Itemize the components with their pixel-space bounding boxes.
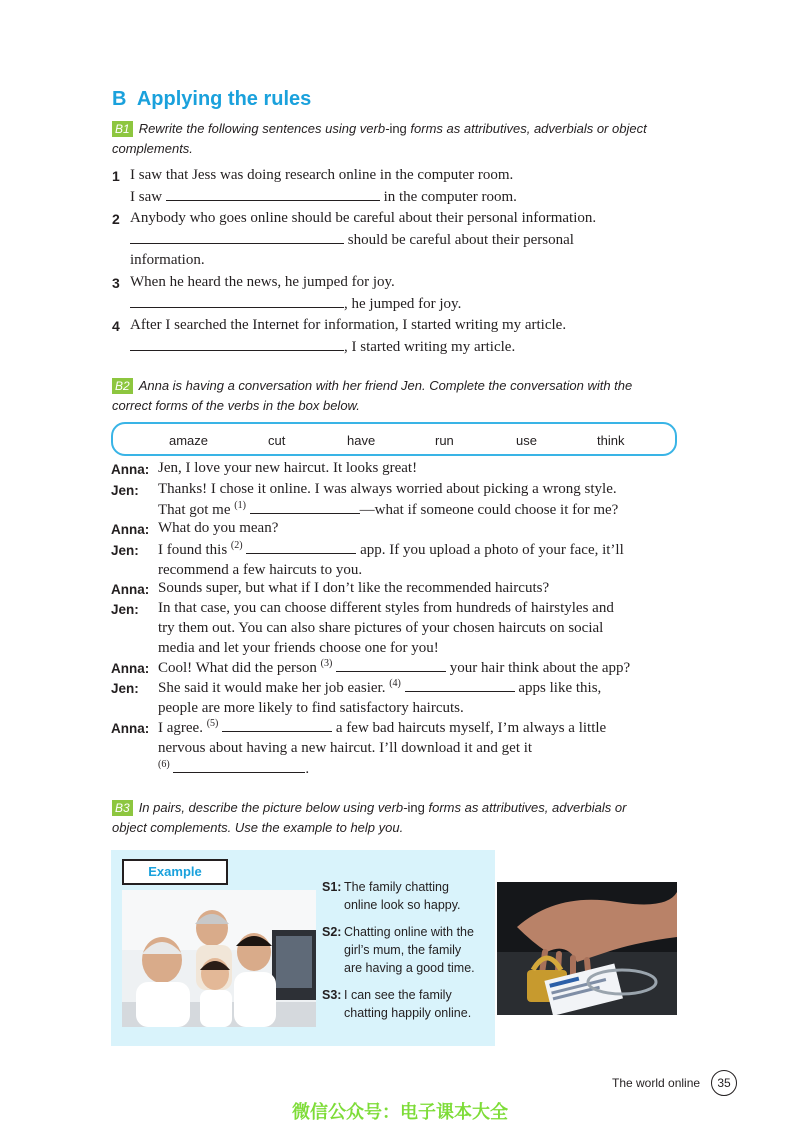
- answer-blank[interactable]: [222, 717, 332, 732]
- answer-blank[interactable]: [405, 677, 515, 692]
- speaker-label: Anna:: [111, 462, 150, 477]
- answer-blank[interactable]: [166, 186, 380, 201]
- word-item: cut: [268, 433, 286, 448]
- answer-blank[interactable]: [173, 758, 305, 773]
- answer-blank[interactable]: [130, 229, 344, 244]
- section-letter: B: [112, 88, 127, 110]
- example-speaker: S1:: [322, 880, 342, 894]
- speaker-label: Anna:: [111, 582, 150, 597]
- footer-unit-title: The world online: [612, 1076, 701, 1090]
- speaker-label: Jen:: [111, 602, 139, 617]
- speaker-label: Anna:: [111, 661, 150, 676]
- section-title: [112, 88, 311, 111]
- answer-blank[interactable]: [246, 539, 356, 554]
- b3-instruction: B3 In pairs, describe the picture below using verb-ing forms as attributives, adverbials or object complements. Use the example to help you.: [112, 800, 627, 835]
- blank-number: (6): [158, 759, 170, 770]
- b2-tag: B2: [112, 378, 133, 394]
- word-box: [111, 422, 677, 456]
- answer-blank[interactable]: [130, 336, 344, 351]
- word-item: amaze: [169, 433, 209, 448]
- example-speaker: S3:: [322, 988, 342, 1002]
- speaker-label: Jen:: [111, 543, 139, 558]
- speaker-label: Jen:: [111, 681, 139, 696]
- answer-blank[interactable]: [250, 499, 360, 514]
- b3-tag: B3: [112, 800, 133, 816]
- word-item: run: [435, 433, 454, 448]
- speaker-label: Jen:: [111, 483, 139, 498]
- page-number: 35: [711, 1070, 737, 1096]
- online-security-photo: [497, 882, 677, 1015]
- family-chatting-photo: [122, 890, 316, 1027]
- b1-tag: B1: [112, 121, 133, 137]
- blank-number: (5): [206, 718, 219, 729]
- speaker-label: Anna:: [111, 522, 150, 537]
- blank-number: (1): [234, 500, 246, 511]
- section-title-text: Applying the rules: [136, 88, 312, 110]
- example-label: Example: [122, 859, 228, 885]
- word-item: use: [516, 433, 537, 448]
- b2-instruction: B2 Anna is having a conversation with her friend Jen. Complete the conversation with the correct forms of the verbs in the box below.: [112, 378, 633, 413]
- b1-instruction: B1 Rewrite the following sentences using verb-ing forms as attributives, adverbials or object complements.: [112, 121, 647, 156]
- answer-blank[interactable]: [336, 657, 446, 672]
- word-item: think: [597, 433, 625, 448]
- speaker-label: Anna:: [111, 721, 150, 736]
- blank-number: (2): [230, 540, 243, 551]
- example-speaker: S2:: [322, 925, 342, 939]
- blank-number: (4): [389, 678, 401, 689]
- answer-blank[interactable]: [130, 293, 344, 308]
- watermark: 微信公众号：电子课本大全: [292, 1102, 508, 1123]
- blank-number: (3): [320, 658, 333, 669]
- word-item: have: [347, 433, 376, 448]
